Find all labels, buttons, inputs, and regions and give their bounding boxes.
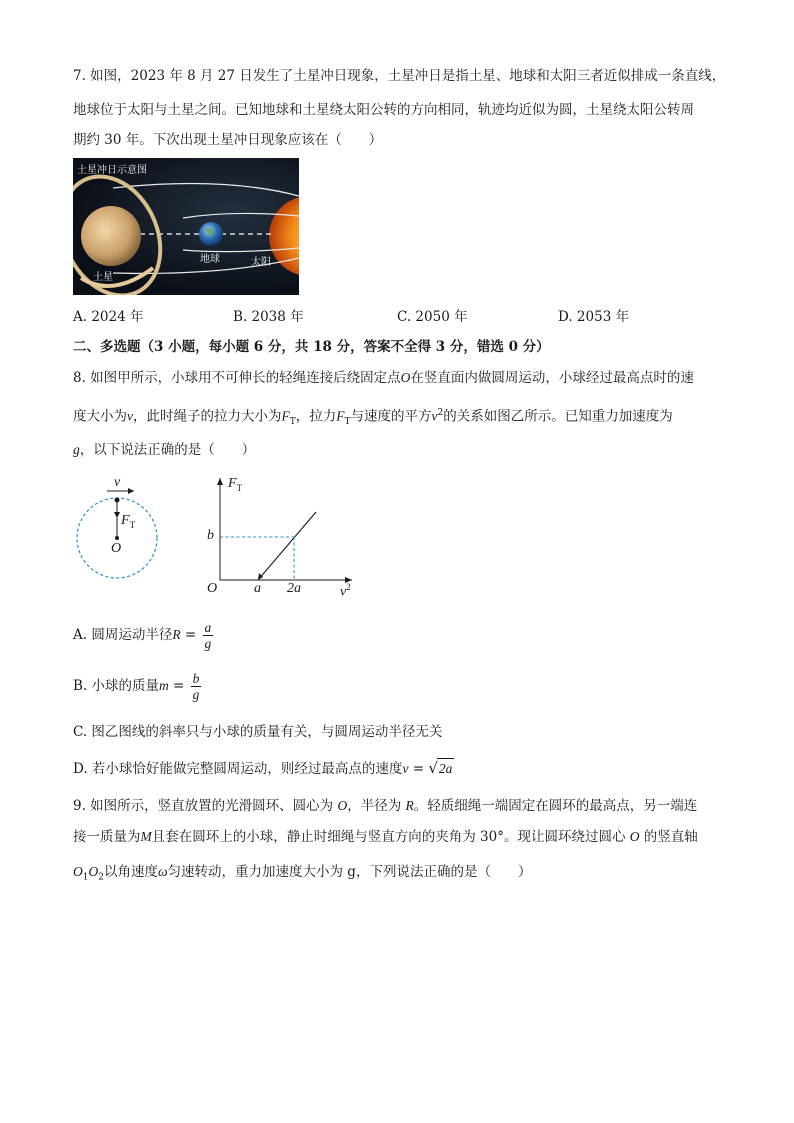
- fig-b-a-label: a: [254, 581, 261, 596]
- fig-b-x-label: $v^2$: [340, 582, 351, 600]
- fig-b-2a-label: 2a: [287, 581, 301, 596]
- section-2-heading: 二、多选题（3 小题，每小题 6 分，共 18 分，答案不全得 3 分，错选 0 分）: [73, 339, 550, 355]
- figure-b-ft-v2-graph: [200, 472, 360, 592]
- fig-b-o-label: O: [207, 581, 218, 596]
- saturn-shape: [81, 206, 141, 266]
- saturn-label: 土星: [93, 272, 113, 283]
- fig-b-b-label: b: [207, 528, 214, 543]
- sun-label: 太阳: [251, 257, 271, 268]
- q8-option-c: C. 图乙图线的斜率只与小球的质量有关，与圆周运动半径无关: [73, 724, 443, 740]
- q7-option-b: B. 2038 年: [233, 309, 304, 325]
- q9-line-3: $O_1O_2$以角速度ω匀速转动，重力加速度大小为 g，下列说法正确的是（ ）: [73, 864, 532, 883]
- q8-option-d: D. 若小球恰好能做完整圆周运动，则经过最高点的速度v = √2a: [73, 759, 453, 777]
- q7-option-d: D. 2053 年: [558, 309, 630, 325]
- q7-option-a: A. 2024 年: [73, 309, 144, 325]
- fig-a-o-label: O: [111, 541, 122, 556]
- earth-label: 地球: [200, 254, 220, 265]
- q8-line-3: g，以下说法正确的是（ ）: [73, 442, 256, 458]
- sun-shape: [269, 196, 299, 276]
- q7-line-1: 7. 如图，2023 年 8 月 27 日发生了土星冲日现象，土星冲日是指土星、地球和太阳三者近似排成一条直线，: [73, 68, 726, 84]
- figure-a-circular-motion: [70, 474, 170, 589]
- figure-caption: 土星冲日示意图: [77, 165, 147, 176]
- q8-line-1: 8. 如图甲所示，小球用不可伸长的轻绳连接后绕固定点O在竖直面内做圆周运动，小球经过最高点时的速: [73, 370, 694, 386]
- q8-option-a: A. 圆周运动半径R = $\frac{a}{g}$: [73, 620, 212, 651]
- q9-line-1: 9. 如图所示，竖直放置的光滑圆环、圆心为 O，半径为 R。轻质细绳一端固定在圆环的最高点，另一端连: [73, 798, 698, 814]
- saturn-opposition-figure: [73, 158, 299, 295]
- fig-a-ft-label: $F_T$: [121, 513, 136, 530]
- q8-option-b: B. 小球的质量m = $\frac{b}{g}$: [73, 671, 200, 702]
- q9-line-2: 接一质量为M且套在圆环上的小球，静止时细绳与竖直方向的夹角为 30°。现让圆环绕过圆心 O 的竖直轴: [73, 829, 698, 845]
- q7-line-3: 期约 30 年。下次出现土星冲日现象应该在（ ）: [73, 132, 383, 148]
- q7-option-c: C. 2050 年: [397, 309, 468, 325]
- fig-b-y-label: $F_T$: [228, 476, 243, 493]
- q7-line-2: 地球位于太阳与土星之间。已知地球和土星绕太阳公转的方向相同，轨迹均近似为圆，土星绕太阳公转周: [73, 102, 694, 118]
- fig-a-v-label: v: [114, 475, 121, 490]
- q8-line-2: 度大小为v，此时绳子的拉力大小为$F_T$，拉力$F_T$与速度的平方$v^2$的关系如图乙所示。已知重力加速度为: [73, 408, 673, 428]
